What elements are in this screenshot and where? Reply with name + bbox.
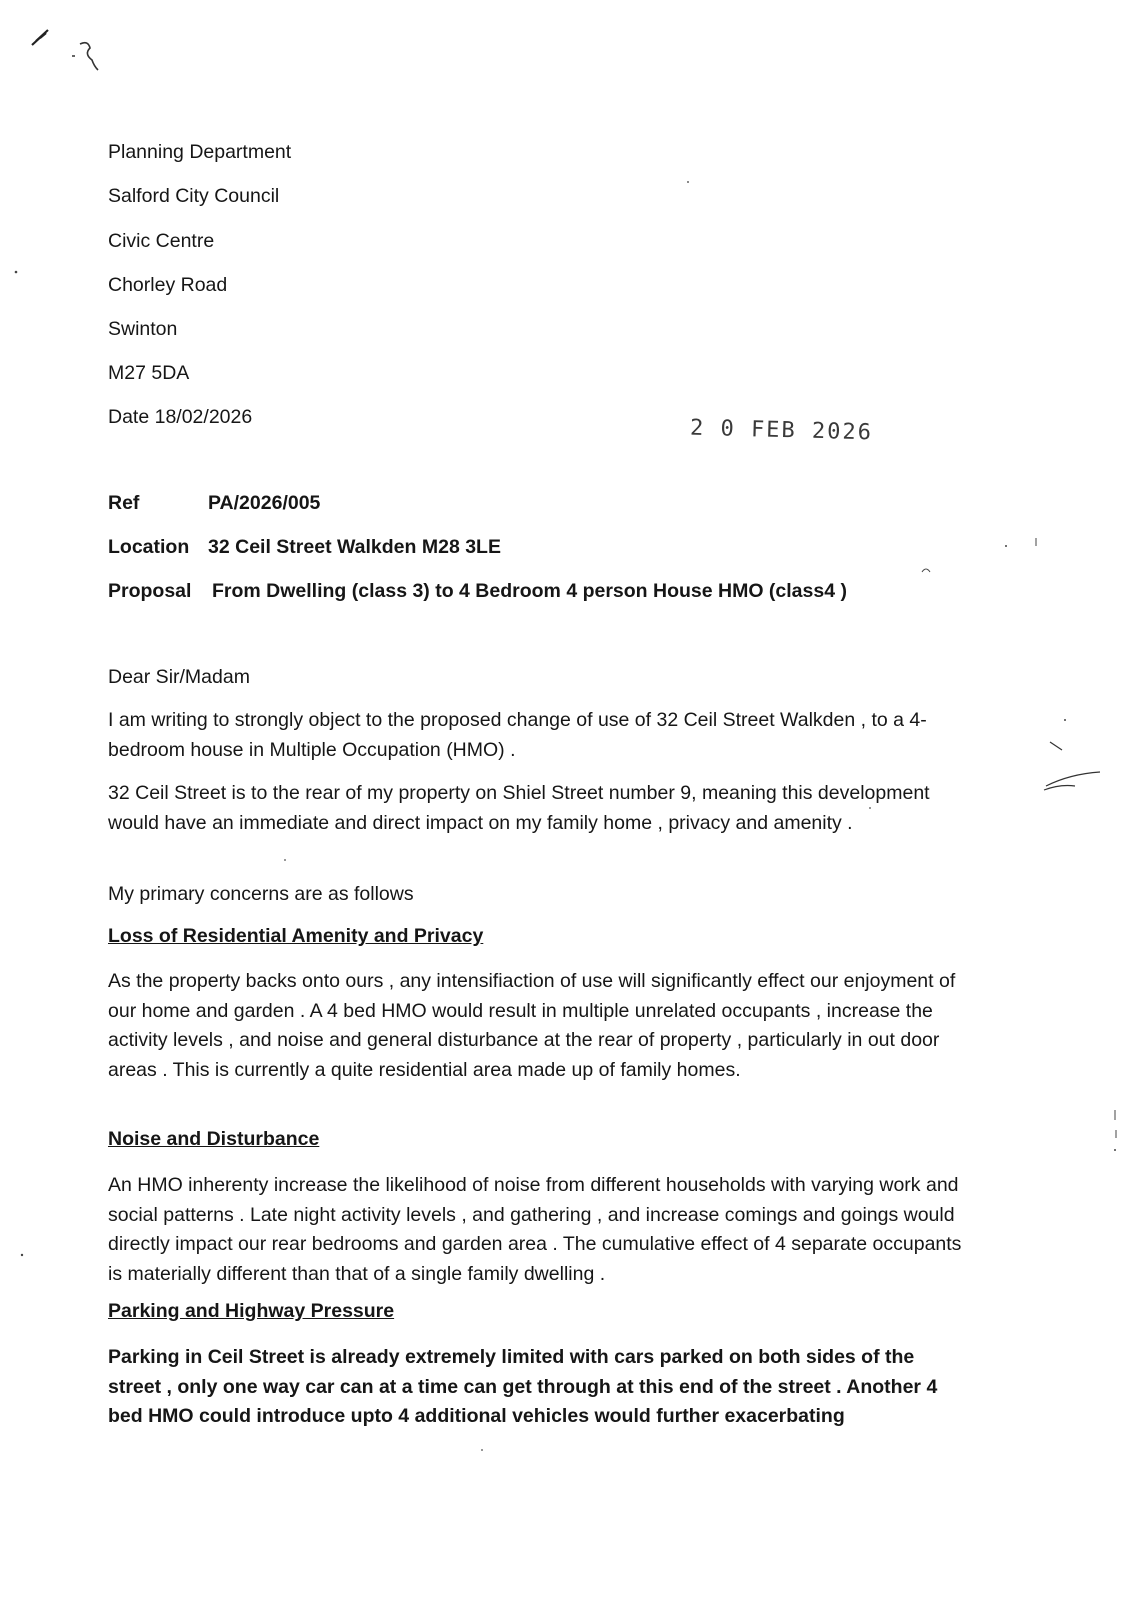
received-date-stamp: 2 0 FEB 2026 [689,415,874,446]
paragraph-objection: I am writing to strongly object to the proposed change of use of 32 Ceil Street Walkden , to a 4-bedroom house in Multiple Occupation (HMO) . [108,709,927,761]
proposal-value: From Dwelling (class 3) to 4 Bedroom 4 person House HMO (class4 ) [212,580,847,602]
letter-date: Date 18/02/2026 [108,406,253,428]
paragraph-noise: An HMO inherenty increase the likelihood of noise from different households with varying work and social patterns . Late night activity levels , and gathering , and increase comings and goings would directly impact our rear bedrooms and garden area . The cumulative effect of 4 separate occupants is materially different than that of a single family dwelling . [108,1174,962,1285]
recipient-postcode: M27 5DA [108,362,190,384]
heading-amenity: Loss of Residential Amenity and Privacy [108,925,484,947]
location-value: 32 Ceil Street Walkden M28 3LE [208,536,501,558]
salutation: Dear Sir/Madam [108,666,250,688]
paragraph-concerns: My primary concerns are as follows [108,883,414,905]
margin-scribble-icon [1044,742,1100,790]
handwritten-mark-icon [72,43,98,70]
ref-value: PA/2026/005 [208,492,321,514]
recipient-building: Civic Centre [108,230,215,252]
recipient-department: Planning Department [108,141,292,163]
recipient-town: Swinton [108,318,178,340]
heading-parking: Parking and Highway Pressure [108,1300,395,1322]
paragraph-parking: Parking in Ceil Street is already extremely limited with cars parked on both sides of the street , only one way car can at a time can get through at this end of the street . Another 4 bed HMO could introduce upto 4 additional vehicles would further exacerbating [108,1346,938,1427]
paragraph-location: 32 Ceil Street is to the rear of my property on Shiel Street number 9, meaning this development would have an immediate and direct impact on my family home , privacy and amenity . [108,782,930,834]
proposal-label: Proposal [108,580,192,602]
recipient-road: Chorley Road [108,274,228,296]
ref-label: Ref [108,492,140,514]
location-label: Location [108,536,190,558]
recipient-council: Salford City Council [108,185,280,207]
heading-noise: Noise and Disturbance [108,1128,320,1150]
paragraph-amenity: As the property backs onto ours , any intensifiaction of use will significantly effect our enjoyment of our home and garden . A 4 bed HMO would result in multiple unrelated occupants , increase the activity levels , and noise and general disturbance at the rear of property , particularly in out door areas . This is currently a quite residential area made up of family homes. [108,970,956,1081]
pen-scribble-icon [32,30,48,45]
